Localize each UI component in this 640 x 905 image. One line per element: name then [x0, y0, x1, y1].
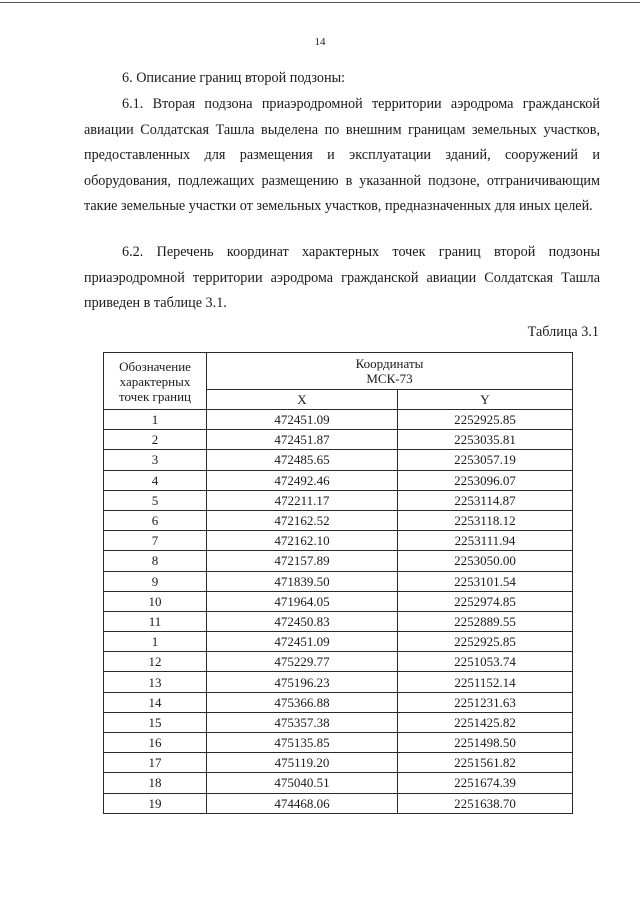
table-row: [104, 591, 573, 611]
x-coordinate-cell: 471839.50: [207, 571, 398, 591]
table-row: [104, 430, 573, 450]
x-coordinate-cell: 475366.88: [207, 692, 398, 712]
header-points-line: точек границ: [118, 388, 192, 404]
section-heading: 6. Описание границ второй подзоны:: [122, 70, 346, 86]
point-id-cell: 14: [104, 692, 207, 712]
header-coords-line: Координаты: [355, 356, 424, 371]
x-coordinate-cell: 472450.83: [207, 611, 398, 631]
y-coordinate-cell: 2251425.82: [398, 712, 573, 732]
point-id-cell: 2: [104, 430, 207, 450]
point-id-cell: 13: [104, 672, 207, 692]
point-id-cell: 11: [104, 611, 207, 631]
table-row: [104, 753, 573, 773]
header-coords-line: МСК-73: [366, 371, 413, 386]
x-coordinate-cell: 471964.05: [207, 591, 398, 611]
table-row: [104, 672, 573, 692]
x-coordinate-cell: 475119.20: [207, 753, 398, 773]
header-points-line: характерных: [119, 373, 191, 389]
table-body: [104, 410, 573, 814]
table-row: [104, 571, 573, 591]
point-id-cell: 8: [104, 551, 207, 571]
table-row: [104, 712, 573, 732]
x-coordinate-cell: 475357.38: [207, 712, 398, 732]
table-caption: Таблица 3.1: [527, 324, 599, 340]
point-id-cell: 19: [104, 793, 207, 813]
table-row: [104, 450, 573, 470]
x-coordinate-cell: 472492.46: [207, 470, 398, 490]
paragraph-6-2: 6.2. Перечень координат характерных точек границ второй подзоны приаэродромной территории аэродрома гражданской авиации Солдатская Ташла приведен в таблице 3.1.: [84, 244, 600, 311]
y-coordinate-cell: 2253096.07: [398, 470, 573, 490]
y-coordinate-cell: 2251231.63: [398, 692, 573, 712]
paragraph-6-1: 6.1. Вторая подзона приаэродромной территории аэродрома гражданской авиации Солдатская Ташла выделена по внешним границам земельных участков, предоставленных для размещения и эксплуатации зданий, сооружений и оборудования, подлежащих размещению в указанной подзоне, отграничивающим такие земельные участки от земельных участков, предназначенных для иных целей.: [84, 96, 600, 214]
top-rule: [0, 2, 640, 3]
point-id-cell: 10: [104, 591, 207, 611]
x-coordinate-cell: 472211.17: [207, 490, 398, 510]
header-points-line: Обозначение: [119, 358, 191, 374]
point-id-cell: 15: [104, 712, 207, 732]
y-coordinate-cell: 2253118.12: [398, 510, 573, 530]
header-x: X: [207, 390, 398, 410]
table-row: [104, 793, 573, 813]
point-id-cell: 17: [104, 753, 207, 773]
x-coordinate-cell: 475229.77: [207, 652, 398, 672]
point-id-cell: 12: [104, 652, 207, 672]
x-coordinate-cell: 472157.89: [207, 551, 398, 571]
point-id-cell: 18: [104, 773, 207, 793]
x-coordinate-cell: 472485.65: [207, 450, 398, 470]
x-coordinate-cell: 472451.09: [207, 410, 398, 430]
y-coordinate-cell: 2253035.81: [398, 430, 573, 450]
y-coordinate-cell: 2251561.82: [398, 753, 573, 773]
table-row: [104, 773, 573, 793]
y-coordinate-cell: 2253101.54: [398, 571, 573, 591]
x-coordinate-cell: 472451.09: [207, 632, 398, 652]
table-row: [104, 611, 573, 631]
x-coordinate-cell: 475135.85: [207, 733, 398, 753]
y-coordinate-cell: 2253111.94: [398, 531, 573, 551]
y-coordinate-cell: 2251152.14: [398, 672, 573, 692]
y-coordinate-cell: 2251674.39: [398, 773, 573, 793]
point-id-cell: 3: [104, 450, 207, 470]
page-number: 14: [314, 36, 326, 48]
coordinates-table: [103, 352, 573, 814]
point-id-cell: 6: [104, 510, 207, 530]
table-row: [104, 692, 573, 712]
y-coordinate-cell: 2251498.50: [398, 733, 573, 753]
header-characteristic-points: [104, 353, 207, 410]
x-coordinate-cell: 472162.52: [207, 510, 398, 530]
table-row: [104, 490, 573, 510]
table-row: [104, 410, 573, 430]
y-coordinate-cell: 2251053.74: [398, 652, 573, 672]
table-row: [104, 632, 573, 652]
x-coordinate-cell: 472451.87: [207, 430, 398, 450]
point-id-cell: 1: [104, 410, 207, 430]
x-coordinate-cell: 474468.06: [207, 793, 398, 813]
x-coordinate-cell: 475040.51: [207, 773, 398, 793]
header-y: Y: [398, 390, 573, 410]
header-coordinates: [207, 353, 573, 390]
point-id-cell: 7: [104, 531, 207, 551]
y-coordinate-cell: 2253050.00: [398, 551, 573, 571]
table-row: [104, 470, 573, 490]
table-row: [104, 510, 573, 530]
y-coordinate-cell: 2253114.87: [398, 490, 573, 510]
point-id-cell: 1: [104, 632, 207, 652]
point-id-cell: 16: [104, 733, 207, 753]
y-coordinate-cell: 2252925.85: [398, 410, 573, 430]
y-coordinate-cell: 2251638.70: [398, 793, 573, 813]
point-id-cell: 9: [104, 571, 207, 591]
y-coordinate-cell: 2252925.85: [398, 632, 573, 652]
table-row: [104, 733, 573, 753]
table-row: [104, 531, 573, 551]
x-coordinate-cell: 475196.23: [207, 672, 398, 692]
y-coordinate-cell: 2253057.19: [398, 450, 573, 470]
y-coordinate-cell: 2252889.55: [398, 611, 573, 631]
table-row: [104, 652, 573, 672]
y-coordinate-cell: 2252974.85: [398, 591, 573, 611]
table-row: [104, 551, 573, 571]
point-id-cell: 4: [104, 470, 207, 490]
x-coordinate-cell: 472162.10: [207, 531, 398, 551]
point-id-cell: 5: [104, 490, 207, 510]
